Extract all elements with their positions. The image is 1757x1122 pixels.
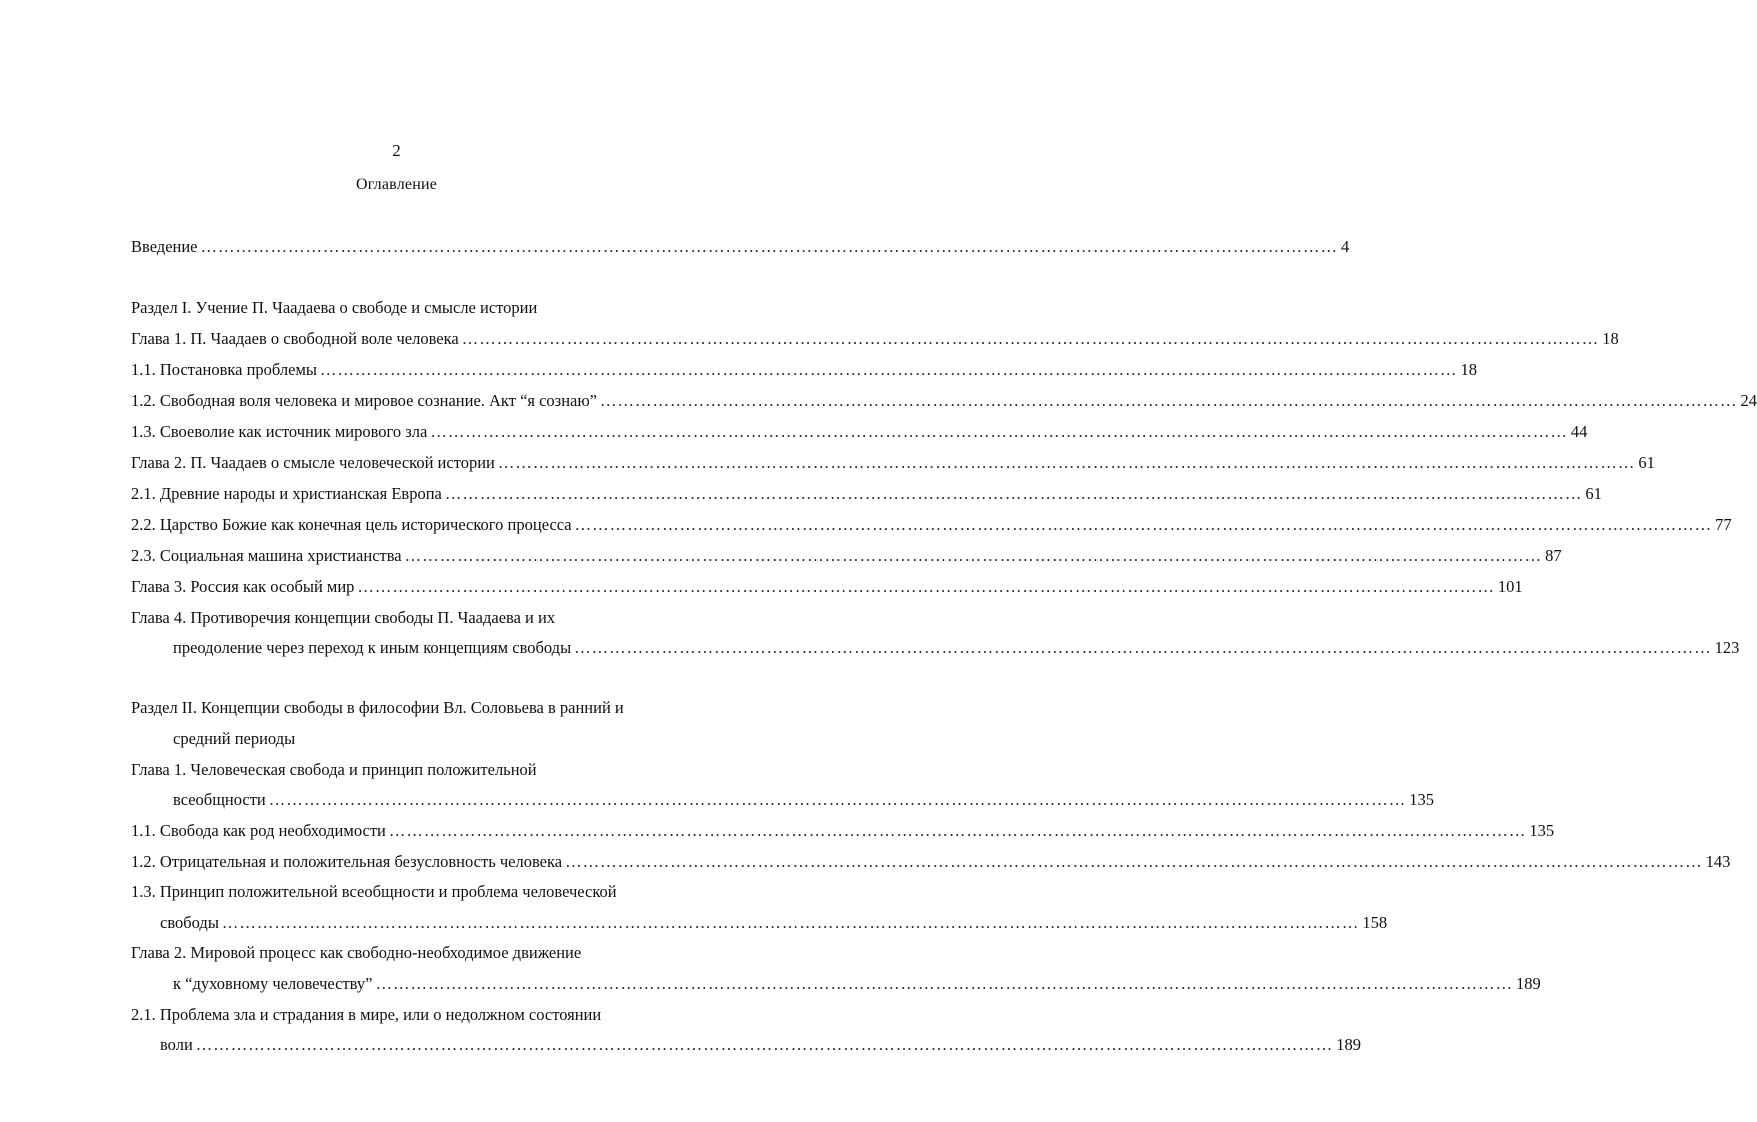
- dot-leader: ……………………………………………………………………………………………………………………………………………………………………………: [357, 577, 1495, 596]
- dot-leader: ……………………………………………………………………………………………………………………………………………………………………………: [461, 329, 1600, 348]
- toc-entry-s2-1-2[interactable]: [131, 851, 1731, 873]
- toc-entry-page: 18: [1602, 329, 1619, 348]
- toc-entry-s2-1-1[interactable]: [131, 820, 1555, 842]
- toc-entry-label: Глава 2. П. Чаадаев о смысле человеческой истории: [131, 453, 495, 472]
- toc-entry-s2-ch1[interactable]: [173, 789, 1434, 811]
- toc-entry-label: 1.1. Постановка проблемы: [131, 360, 317, 379]
- toc-entry-page: 158: [1362, 913, 1388, 932]
- toc-entry-label: свободы: [160, 913, 219, 932]
- dot-leader: ……………………………………………………………………………………………………………………………………………………………………………: [574, 638, 1712, 657]
- toc-entry-s1-ch1[interactable]: [131, 328, 1619, 350]
- toc-entry-page: 123: [1714, 638, 1740, 657]
- dot-leader: ……………………………………………………………………………………………………………………………………………………………………………: [200, 237, 1339, 256]
- dot-leader: ……………………………………………………………………………………………………………………………………………………………………………: [320, 360, 1458, 379]
- toc-entry-label: 2.1. Древние народы и христианская Европа: [131, 484, 442, 503]
- toc-title: Оглавление: [355, 176, 438, 193]
- dot-leader: ……………………………………………………………………………………………………………………………………………………………………………: [195, 1035, 1334, 1054]
- dot-leader: ……………………………………………………………………………………………………………………………………………………………………………: [404, 546, 1543, 565]
- toc-entry-label: всеобщности: [173, 790, 266, 809]
- toc-entry-s1-2-1[interactable]: [131, 483, 1602, 505]
- toc-entry-label: 1.3. Своеволие как источник мирового зла: [131, 422, 428, 441]
- toc-entry-s1-1-3[interactable]: [131, 421, 1588, 443]
- dot-leader: ……………………………………………………………………………………………………………………………………………………………………………: [268, 790, 1407, 809]
- toc-entry-page: 189: [1336, 1035, 1362, 1054]
- toc-entry-s1-ch4-line1[interactable]: Глава 4. Противоречия концепции свободы П. Чаадаева и их: [131, 608, 556, 627]
- toc-entry-s2-ch1-line1[interactable]: Глава 1. Человеческая свобода и принцип положительной: [131, 760, 537, 779]
- toc-entry-label: воли: [160, 1035, 193, 1054]
- toc-entry-page: 24: [1740, 391, 1757, 410]
- toc-entry-intro[interactable]: [131, 236, 1350, 258]
- dot-leader: ……………………………………………………………………………………………………………………………………………………………………………: [375, 974, 1513, 993]
- section-1-title[interactable]: Раздел I. Учение П. Чаадаева о свободе и смысле истории: [131, 298, 538, 317]
- toc-entry-s1-1-2[interactable]: [131, 390, 1757, 412]
- toc-entry-label: Глава 3. Россия как особый мир: [131, 577, 355, 596]
- dot-leader: ……………………………………………………………………………………………………………………………………………………………………………: [600, 391, 1738, 410]
- toc-entry-page: 135: [1529, 821, 1555, 840]
- toc-entry-label: 1.1. Свобода как род необходимости: [131, 821, 386, 840]
- toc-entry-s2-ch2[interactable]: [173, 973, 1541, 995]
- dot-leader: ……………………………………………………………………………………………………………………………………………………………………………: [221, 913, 1360, 932]
- toc-entry-page: 189: [1515, 974, 1541, 993]
- toc-entry-s1-2-3[interactable]: [131, 545, 1562, 567]
- toc-entry-label: 1.2. Отрицательная и положительная безусловность человека: [131, 852, 563, 871]
- toc-entry-label: 1.2. Свободная воля человека и мировое сознание. Акт “я сознаю”: [131, 391, 598, 410]
- toc-entry-label: 2.2. Царство Божие как конечная цель исторического процесса: [131, 515, 572, 534]
- dot-leader: ……………………………………………………………………………………………………………………………………………………………………………: [565, 852, 1703, 871]
- toc-entry-page: 101: [1497, 577, 1523, 596]
- toc-entry-s1-2-2[interactable]: [131, 514, 1732, 536]
- dot-leader: ……………………………………………………………………………………………………………………………………………………………………………: [388, 821, 1527, 840]
- toc-entry-label: преодоление через переход к иным концепциям свободы: [173, 638, 572, 657]
- toc-entry-s1-1-1[interactable]: [131, 359, 1477, 381]
- page-number: 2: [392, 141, 401, 160]
- toc-entry-label: 2.3. Социальная машина христианства: [131, 546, 402, 565]
- dot-leader: ……………………………………………………………………………………………………………………………………………………………………………: [430, 422, 1568, 441]
- toc-entry-s1-ch4[interactable]: [173, 637, 1740, 659]
- section-2-title-line1[interactable]: Раздел II. Концепции свободы в философии Вл. Соловьева в ранний и: [131, 698, 624, 717]
- toc-entry-s2-1-3[interactable]: [160, 912, 1388, 934]
- toc-entry-page: 61: [1585, 484, 1602, 503]
- toc-entry-s2-ch2-line1[interactable]: Глава 2. Мировой процесс как свободно-необходимое движение: [131, 943, 582, 962]
- dot-leader: ……………………………………………………………………………………………………………………………………………………………………………: [497, 453, 1636, 472]
- toc-entry-label: к “духовному человечеству”: [173, 974, 373, 993]
- toc-entry-page: 135: [1409, 790, 1434, 809]
- toc-entry-s1-ch3[interactable]: [131, 576, 1523, 598]
- toc-entry-page: 87: [1545, 546, 1562, 565]
- toc-entry-page: 44: [1570, 422, 1588, 441]
- toc-entry-s2-1-3-line1[interactable]: 1.3. Принцип положительной всеобщности и проблема человеческой: [131, 882, 617, 901]
- toc-entry-page: 77: [1715, 515, 1732, 534]
- section-2-title-line2[interactable]: средний периоды: [173, 729, 296, 748]
- dot-leader: ……………………………………………………………………………………………………………………………………………………………………………: [574, 515, 1713, 534]
- toc-entry-s2-2-1[interactable]: [160, 1034, 1362, 1056]
- toc-entry-s1-ch2[interactable]: [131, 452, 1655, 474]
- toc-entry-s2-2-1-line1[interactable]: 2.1. Проблема зла и страдания в мире, или о недолжном состоянии: [131, 1005, 602, 1024]
- toc-entry-page: 4: [1341, 237, 1350, 256]
- toc-entry-page: 18: [1460, 360, 1477, 379]
- toc-entry-label: Введение: [131, 237, 198, 256]
- dot-leader: ……………………………………………………………………………………………………………………………………………………………………………: [444, 484, 1583, 503]
- toc-entry-page: 143: [1705, 852, 1731, 871]
- toc-entry-label: Глава 1. П. Чаадаев о свободной воле человека: [131, 329, 459, 348]
- toc-entry-page: 61: [1638, 453, 1655, 472]
